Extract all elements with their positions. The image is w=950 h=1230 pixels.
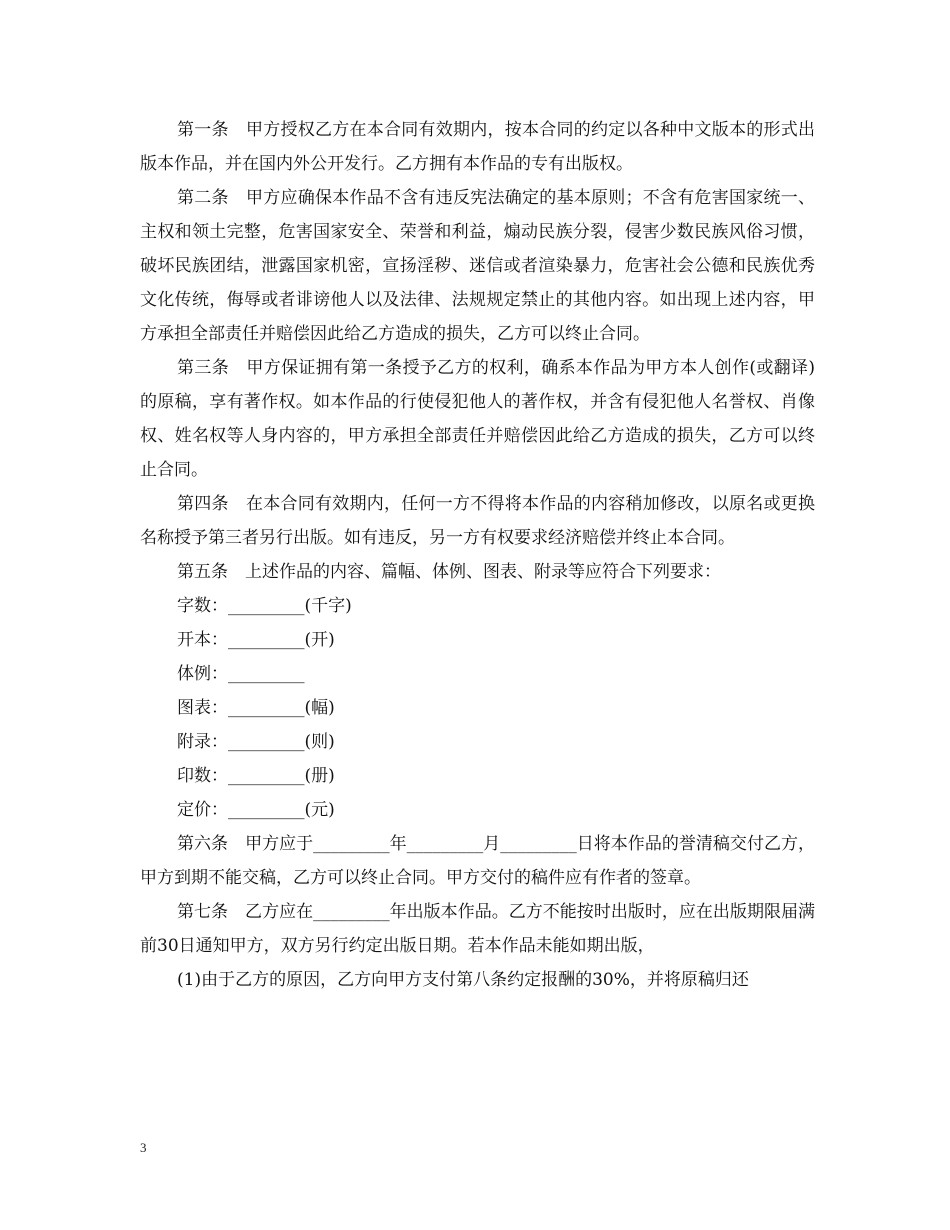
article-6: 第六条 甲方应于_________年_________月_________日将本作品的誉清稿交付乙方，甲方到期不能交稿，乙方可以终止合同。甲方交付的稿件应有作者的签章。 (140, 834, 815, 888)
field-charts: 图表：_________(幅) (177, 698, 335, 718)
field-appendix: 附录：_________(则) (177, 732, 335, 752)
field-price: 定价：_________(元) (177, 800, 335, 820)
article-1: 第一条 甲方授权乙方在本合同有效期内，按本合同的约定以各种中文版本的形式出版本作品，并在国内外公开发行。乙方拥有本作品的专有出版权。 (140, 120, 815, 174)
article-5: 第五条 上述作品的内容、篇幅、体例、图表、附录等应符合下列要求： (177, 562, 721, 582)
article-7-clause-1: (1)由于乙方的原因，乙方向甲方支付第八条约定报酬的30%，并将原稿归还 (177, 970, 749, 990)
field-print-run: 印数：_________(册) (177, 766, 335, 786)
article-4: 第四条 在本合同有效期内，任何一方不得将本作品的内容稍加修改，以原名或更换名称授予第三者另行出版。如有违反，另一方有权要求经济赔偿并终止本合同。 (140, 494, 815, 548)
field-style: 体例：_________ (177, 664, 305, 684)
field-words: 字数：_________(千字) (177, 596, 352, 616)
contract-body (140, 113, 815, 997)
field-format: 开本：_________(开) (177, 630, 335, 650)
article-3: 第三条 甲方保证拥有第一条授予乙方的权利，确系本作品为甲方本人创作(或翻译)的原稿，享有著作权。如本作品的行使侵犯他人的著作权，并含有侵犯他人名誉权、肖像权、姓名权等人身内容的，甲方承担全部责任并赔偿因此给乙方造成的损失，乙方可以终止合同。 (140, 358, 815, 480)
page-number: 3 (140, 1140, 147, 1155)
article-7: 第七条 乙方应在_________年出版本作品。乙方不能按时出版时，应在出版期限届满前30日通知甲方，双方另行约定出版日期。若本作品未能如期出版， (140, 902, 815, 956)
article-2: 第二条 甲方应确保本作品不含有违反宪法确定的基本原则；不含有危害国家统一、主权和领土完整，危害国家安全、荣誉和利益，煽动民族分裂，侵害少数民族风俗习惯，破坏民族团结，泄露国家机密，宣扬淫秽、迷信或者渲染暴力，危害社会公德和民族优秀文化传统，侮辱或者诽谤他人以及法律、法规规定禁止的其他内容。如出现上述内容，甲方承担全部责任并赔偿因此给乙方造成的损失，乙方可以终止合同。 (140, 188, 815, 344)
